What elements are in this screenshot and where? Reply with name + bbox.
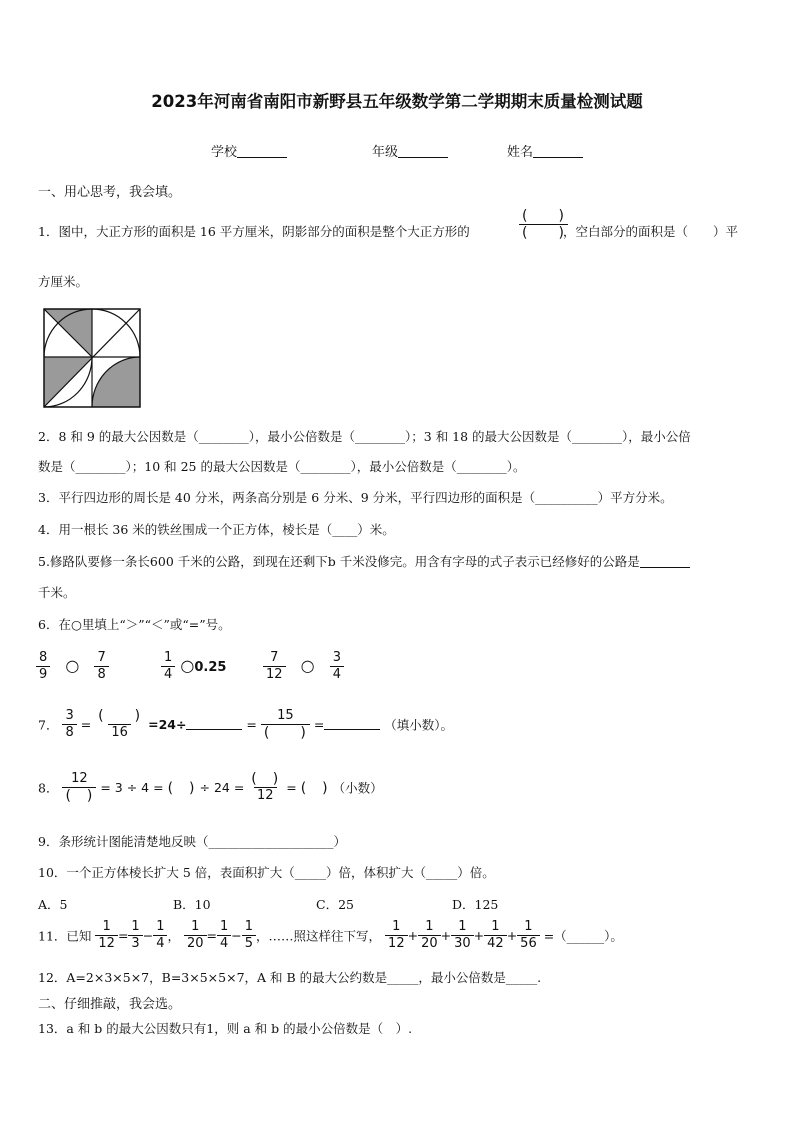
section-2-heading: 二、仔细推敲，我会选。	[38, 997, 182, 1012]
q10-option-b[interactable]: B．10	[173, 897, 211, 912]
question-13: 13．a 和 b 的最大公因数只有1，则 a 和 b 的最小公倍数是（ ）.	[38, 1021, 413, 1036]
question-11: 11．已知 $\frac{1}{12}$ = $\frac{1}{3}$ − $\frac{1}{4}$ ， $\frac{1}{20}$ = $\frac{1}{4}$ − $\frac{1}{5}$ ，……照这样往下写， $\frac{1}{12}$ + $\frac{1}{20}$ + $\frac{1}{30}$ + $\frac{1}{42}$ + $\frac{1}{56}$ =（______）。	[38, 919, 623, 951]
section-1-heading: 一、用心思考，我会填。	[38, 185, 182, 200]
question-7: 7． $\frac{3}{8}$ = $\frac{( )}{16}$ =24÷ = $\frac{15}{( )}$ = （填小数）。	[38, 708, 454, 741]
q6-item-3: $\frac{7}{12}$ ○ $\frac{3}{4}$	[263, 650, 344, 683]
question-2-cont: 数是（________）；10 和 25 的最大公因数是（________），最小公倍数是（________）。	[38, 459, 526, 474]
q10-option-a[interactable]: A．5	[38, 897, 68, 912]
question-8: 8． $\frac{12}{( )}$ = 3 ÷ 4 = ( ) ÷ 24 = $\frac{( )}{12}$ = ( ) （小数）	[38, 771, 383, 804]
question-1: 1．图中，大正方形的面积是 16 平方厘米，阴影部分的面积是整个大正方形的	[38, 224, 470, 239]
question-5-end: 千米。	[38, 585, 76, 600]
question-2: 2．8 和 9 的最大公因数是（________），最小公倍数是（________）；3 和 18 的最大公因数是（________），最小公倍	[38, 429, 691, 444]
grade-field: 年级	[372, 141, 448, 160]
question-1-cont: ，空白部分的面积是（ ）平	[563, 224, 739, 239]
q10-option-c[interactable]: C．25	[316, 897, 354, 912]
q6-item-1: $\frac{8}{9}$ ○ $\frac{7}{8}$	[36, 650, 109, 683]
square-figure	[42, 307, 142, 409]
question-5: 5.修路队要修一条长600 千米的公路，到现在还剩下b 千米没修完。用含有字母的式子表示已经修好的公路是	[38, 552, 690, 570]
question-4: 4．用一根长 36 米的铁丝围成一个正方体，棱长是（____）米。	[38, 522, 395, 537]
question-1-end: 方厘米。	[38, 274, 89, 289]
question-9: 9．条形统计图能清楚地反映（____________________）	[38, 834, 346, 849]
name-field: 姓名	[507, 141, 583, 160]
question-10: 10．一个正方体棱长扩大 5 倍，表面积扩大（_____）倍，体积扩大（_____）倍。	[38, 865, 495, 880]
question-6: 6．在○里填上“＞”“＜”或“=”号。	[38, 617, 231, 632]
q10-option-d[interactable]: D．125	[452, 897, 499, 912]
question-3: 3．平行四边形的周长是 40 分米，两条高分别是 6 分米、9 分米，平行四边形的面积是（__________）平方分米。	[38, 490, 673, 505]
page-title: 2023年河南省南阳市新野县五年级数学第二学期期末质量检测试题	[151, 92, 643, 111]
school-field: 学校	[211, 141, 287, 160]
q1-fraction: $\frac{( )}{( )}$	[519, 208, 568, 241]
q6-item-2: $\frac{1}{4}$ ○0.25	[161, 650, 226, 683]
question-12: 12．A=2×3×5×7，B=3×5×5×7，A 和 B 的最大公约数是_____，最小公倍数是_____.	[38, 970, 542, 985]
